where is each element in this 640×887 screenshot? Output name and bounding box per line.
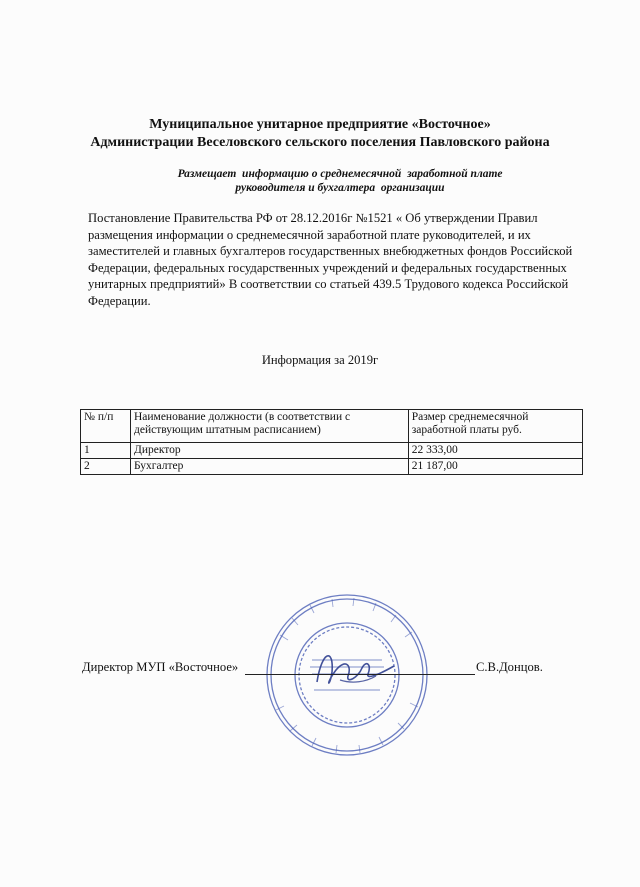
- header-position: Наименование должности (в соответствии с действующим штатным расписанием): [130, 410, 408, 443]
- row-salary: 21 187,00: [408, 459, 582, 475]
- decree-line-3: заместителей и главных бухгалтеров государственных внебюджетных фондов Российской: [88, 244, 573, 259]
- subtitle-line-1: Размещает информацию о среднемесячной заработной плате: [177, 168, 503, 180]
- organization-title-line-1: Муниципальное унитарное предприятие «Восточное»: [149, 117, 491, 132]
- table-row: [81, 459, 583, 475]
- info-heading: Информация за 2019г: [261, 353, 379, 367]
- row-number: 1: [81, 443, 131, 459]
- organization-title: [0, 116, 640, 152]
- signature-line: [245, 674, 475, 675]
- decree-line-4: Федерации, федеральных государственных учреждений и федеральных государственных: [88, 260, 567, 275]
- row-salary: 22 333,00: [408, 443, 582, 459]
- table-header-row: [81, 410, 583, 443]
- signatory-name: С.В.Донцов.: [476, 660, 543, 674]
- signature-label: Директор МУП «Восточное»: [82, 660, 239, 674]
- document-subtitle: [150, 167, 530, 195]
- table-row: [81, 443, 583, 459]
- decree-line-1: Постановление Правительства РФ от 28.12.2016г №1521 « Об утверждении Правил: [88, 211, 538, 225]
- subtitle-line-2: руководителя и бухгалтера организации: [235, 182, 445, 194]
- row-position: Директор: [130, 443, 408, 459]
- decree-line-6: Федерации.: [88, 293, 151, 308]
- header-number: № п/п: [81, 410, 131, 443]
- salary-table: [80, 409, 583, 475]
- decree-line-2: размещения информации о среднемесячной заработной плате руководителей, и их: [88, 227, 531, 242]
- organization-title-line-2: Администрации Веселовского сельского поселения Павловского района: [90, 135, 550, 150]
- header-salary: Размер среднемесячной заработной платы руб.: [408, 410, 582, 443]
- signature-row: [82, 659, 542, 683]
- row-number: 2: [81, 459, 131, 475]
- decree-paragraph: [88, 210, 588, 310]
- decree-line-5: унитарных предприятий» В соответствии со статьей 439.5 Трудового кодекса Российской: [88, 277, 569, 292]
- row-position: Бухгалтер: [130, 459, 408, 475]
